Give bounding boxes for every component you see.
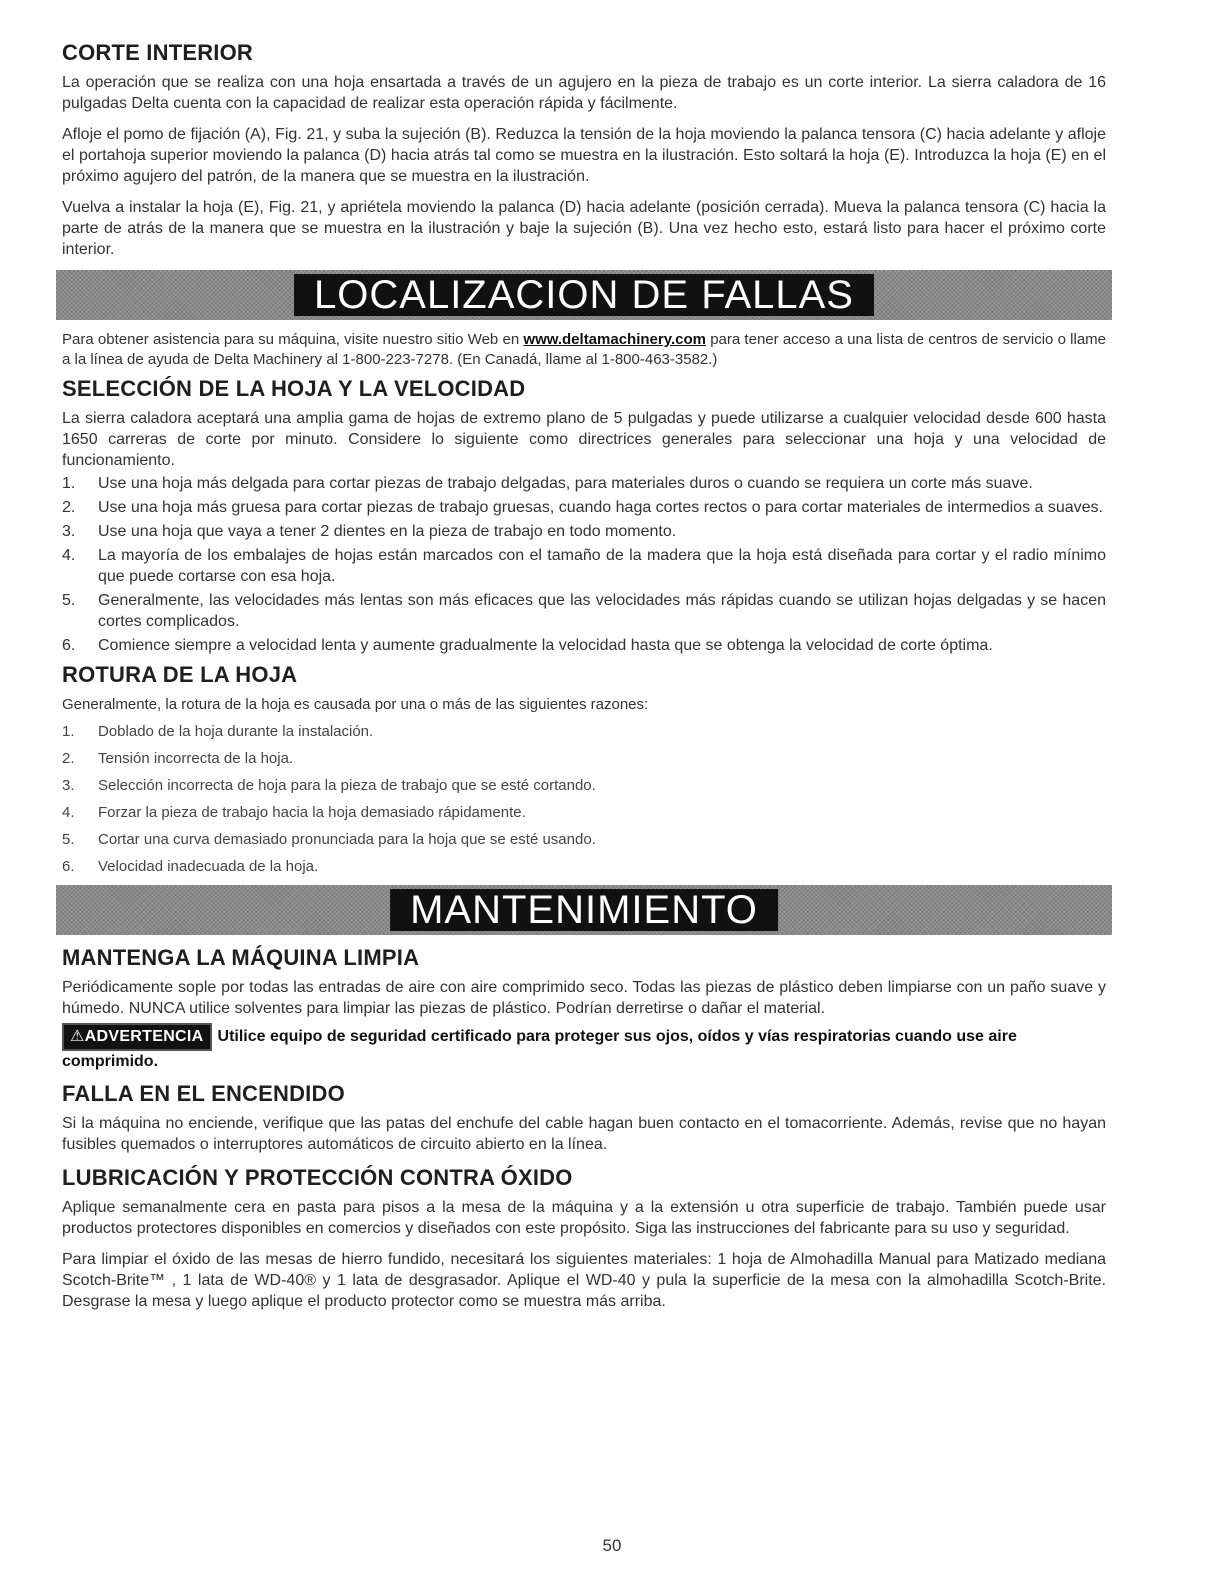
limpia-text: Periódicamente sople por todas las entradas de aire con aire comprimido seco. Todas las piezas de plástico deben limpiarse con un paño suave y húmedo. NUNCA utilice solventes para limpiar las piezas de plástico. Podrían derretirse o dañar el material. <box>62 979 1106 1017</box>
seleccion-section <box>62 376 1106 656</box>
rotura-heading: ROTURA DE LA HOJA <box>62 662 298 687</box>
rotura-section <box>62 662 1106 877</box>
falla-text: Si la máquina no enciende, verifique que las patas del enchufe del cable hagan buen contacto en el tomacorriente. Además, revise que no hayan fusibles quemados o interruptores automáticos de circuito abierto en la línea. <box>62 1115 1106 1153</box>
manual-page <box>62 40 1106 1322</box>
corte-interior-paragraph-1: La operación que se realiza con una hoja ensartada a través de un agujero en la pieza de trabajo es un corte interior. La sierra caladora de 16 pulgadas Delta cuenta con la capacidad de realizar esta operación rápida y fácilmente. <box>62 74 1106 112</box>
lubricacion-paragraph-1: Aplique semanalmente cera en pasta para pisos a la mesa de la máquina y a la extensión u otra superficie de trabajo. También puede usar productos protectores disponibles en comercios y diseñados con este propósito. Siga las instrucciones del fabricante para su uso y seguridad. <box>62 1199 1106 1237</box>
seleccion-list <box>62 473 1106 656</box>
list-item: 1. Use una hoja más delgada para cortar piezas de trabajo delgadas, para materiales duros o cuando se requiera un corte más suave. <box>62 475 1033 492</box>
localizacion-intro: Para obtener asistencia para su máquina, visite nuestro sitio Web en www.deltamachinery.com para tener acceso a una lista de centros de servicio o llame a la línea de ayuda de Delta Machinery al 1-800-223-7278. (En Canadá, llame al 1-800-463-3582.) <box>62 331 1106 368</box>
corte-interior-paragraph-2: Afloje el pomo de fijación (A), Fig. 21, y suba la sujeción (B). Reduzca la tensión de la hoja moviendo la palanca tensora (C) hacia adelante y afloje el portahoja superior moviendo la palanca (D) hacia atrás tal como se muestra en la ilustración. Esto soltará la hoja (E). Introduzca la hoja (E) en el próximo agujero del patrón, de la manera que se muestra en la ilustración. <box>62 126 1106 185</box>
mantenimiento-banner-title: MANTENIMIENTO <box>410 888 758 932</box>
lubricacion-heading: LUBRICACIÓN Y PROTECCIÓN CONTRA ÓXIDO <box>62 1165 573 1190</box>
list-item: 1. Doblado de la hoja durante la instalación. <box>62 723 374 740</box>
rotura-intro: Generalmente, la rotura de la hoja es causada por una o más de las siguientes razones: <box>62 696 649 713</box>
mantenimiento-banner <box>56 885 1112 935</box>
page-number: 50 <box>602 1536 622 1555</box>
delta-website-link[interactable]: www.deltamachinery.com <box>523 331 706 348</box>
rotura-list <box>62 721 1106 877</box>
list-item: 5. Generalmente, las velocidades más lentas son más eficaces que las velocidades más rápidas cuando se utilizan hojas delgadas y se hacen cortes complicados. <box>62 592 1106 630</box>
list-item: 2. Use una hoja más gruesa para cortar piezas de trabajo gruesas, cuando haga cortes rectos o para cortar materiales de intermedios a suaves. <box>62 499 1103 516</box>
list-item: 6. Comience siempre a velocidad lenta y aumente gradualmente la velocidad hasta que se obtenga la velocidad de corte óptima. <box>62 637 993 654</box>
list-item: 5. Cortar una curva demasiado pronunciada para la hoja que se esté usando. <box>62 831 596 848</box>
warning-text: Utilice equipo de seguridad certificado para proteger sus ojos, oídos y vías respiratorias cuando use aire comprimido. <box>62 1028 1017 1070</box>
corte-interior-heading: CORTE INTERIOR <box>62 40 254 65</box>
mantenimiento-section <box>62 945 1106 1312</box>
list-item: 4. Forzar la pieza de trabajo hacia la hoja demasiado rápidamente. <box>62 804 526 821</box>
seleccion-heading: SELECCIÓN DE LA HOJA Y LA VELOCIDAD <box>62 376 526 401</box>
list-item: 3. Selección incorrecta de hoja para la pieza de trabajo que se esté cortando. <box>62 777 596 794</box>
list-item: 3. Use una hoja que vaya a tener 2 dientes en la pieza de trabajo en todo momento. <box>62 523 677 540</box>
corte-interior-paragraph-3: Vuelva a instalar la hoja (E), Fig. 21, y apriétela moviendo la palanca (D) hacia adelante (posición cerrada). Mueva la palanca tensora (C) hacia la parte de atrás de la manera que se muestra en la ilustración y baje la sujeción (B). Una vez hecho esto, estará listo para hacer el próximo corte interior. <box>62 199 1106 258</box>
list-item: 6. Velocidad inadecuada de la hoja. <box>62 858 319 875</box>
warning-notice <box>62 1023 1106 1073</box>
falla-heading: FALLA EN EL ENCENDIDO <box>62 1081 345 1106</box>
list-item: 2. Tensión incorrecta de la hoja. <box>62 750 294 767</box>
limpia-heading: MANTENGA LA MÁQUINA LIMPIA <box>62 945 420 970</box>
warning-badge: ⚠ADVERTENCIA <box>62 1023 212 1051</box>
list-item: 4. La mayoría de los embalajes de hojas están marcados con el tamaño de la madera que la hoja está diseñada para cortar y el radio mínimo que puede cortarse con esa hoja. <box>62 547 1106 585</box>
localizacion-banner <box>56 270 1112 320</box>
lubricacion-paragraph-2: Para limpiar el óxido de las mesas de hierro fundido, necesitará los siguientes materiales: 1 hoja de Almohadilla Manual para Matizado mediana Scotch-Brite™ , 1 lata de WD-40® y 1 lata de desgrasador. Aplique el WD-40 y pula la superficie de la mesa con la almohadilla Scotch-Brite. Desgrase la mesa y luego aplique el producto protector como se muestra más arriba. <box>62 1251 1106 1310</box>
localizacion-banner-title: LOCALIZACION DE FALLAS <box>314 273 854 317</box>
corte-interior-section <box>62 40 1106 260</box>
seleccion-intro: La sierra caladora aceptará una amplia gama de hojas de extremo plano de 5 pulgadas y puede utilizarse a cualquier velocidad desde 600 hasta 1650 carreras de corte por minuto. Considere lo siguiente como directrices generales para seleccionar una hoja y una velocidad de funcionamiento. <box>62 410 1106 469</box>
